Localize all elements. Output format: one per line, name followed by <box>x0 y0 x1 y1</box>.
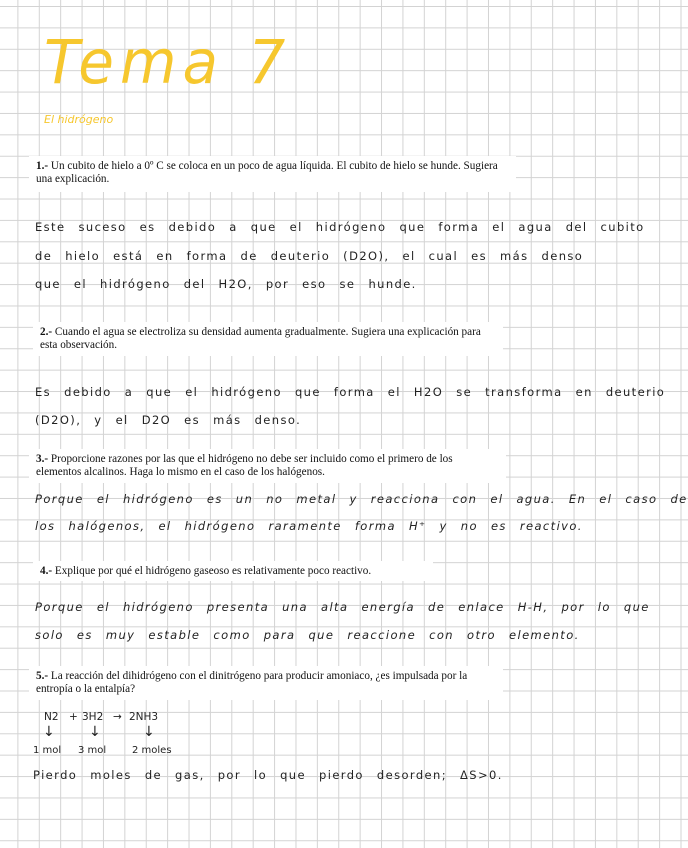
question-2 <box>33 322 503 356</box>
question-text: Proporcione razones por las que el hidrógeno no debe ser incluido como el primero de los elementos alcalinos. Haga lo mismo en el caso de los halógenos. <box>36 453 453 478</box>
question-3 <box>29 449 506 483</box>
page-subtitle: El hidrógeno <box>44 113 114 126</box>
down-arrow-icon: ↓ <box>89 724 101 740</box>
question-number: 3.- <box>36 453 49 465</box>
answer-line: Porque el hidrógeno es un no metal y reacciona con el agua. En el caso de <box>35 492 688 506</box>
equation-h2: 3H2 <box>82 711 104 723</box>
moles-n2: 1 mol <box>33 745 62 756</box>
equation-plus: + <box>69 711 78 723</box>
question-text: Cuando el agua se electroliza su densidad aumenta gradualmente. Sugiera una explicación para esta observación. <box>40 326 481 351</box>
question-number: 2.- <box>40 326 53 338</box>
question-number: 4.- <box>40 565 53 577</box>
question-1 <box>29 156 516 192</box>
down-arrow-icon: ↓ <box>43 724 55 740</box>
answer-line: Este suceso es debido a que el hidrógeno que forma el agua del cubito <box>35 220 645 234</box>
answer-line: Es debido a que el hidrógeno que forma el H2O se transforma en deuterio <box>35 385 666 399</box>
question-text: La reacción del dihidrógeno con el dinitrógeno para producir amoniaco, ¿es impulsada por la entropía o la entalpía? <box>36 670 468 695</box>
down-arrow-icon: ↓ <box>143 724 155 740</box>
moles-nh3: 2 moles <box>132 745 172 756</box>
question-number: 5.- <box>36 670 49 682</box>
answer-line: Porque el hidrógeno presenta una alta energía de enlace H-H, por lo que <box>35 600 650 614</box>
equation-nh3: 2NH3 <box>129 711 159 723</box>
question-5 <box>29 666 503 700</box>
equation-arrow: → <box>113 711 122 723</box>
answer-line: que el hidrógeno del H2O, por eso se hunde. <box>35 277 417 291</box>
answer-line: Pierdo moles de gas, por lo que pierdo desorden; ΔS>0. <box>33 768 503 782</box>
answer-line: (D2O), y el D2O es más denso. <box>35 413 302 427</box>
question-number: 1.- <box>36 160 49 172</box>
answer-line: de hielo está en forma de deuterio (D2O), el cual es más denso <box>35 249 584 263</box>
answer-line: los halógenos, el hidrógeno raramente forma H⁺ y no es reactivo. <box>35 519 583 533</box>
answer-line: solo es muy estable como para que reaccione con otro elemento. <box>35 628 580 642</box>
moles-h2: 3 mol <box>78 745 107 756</box>
question-text: Un cubito de hielo a 0º C se coloca en un poco de agua líquida. El cubito de hielo se hunde. Sugiera una explicación. <box>36 160 498 185</box>
question-text: Explique por qué el hidrógeno gaseoso es relativamente poco reactivo. <box>54 565 372 577</box>
equation-n2: N2 <box>44 711 59 723</box>
page-title: Tema 7 <box>44 26 292 98</box>
question-4 <box>33 561 433 581</box>
